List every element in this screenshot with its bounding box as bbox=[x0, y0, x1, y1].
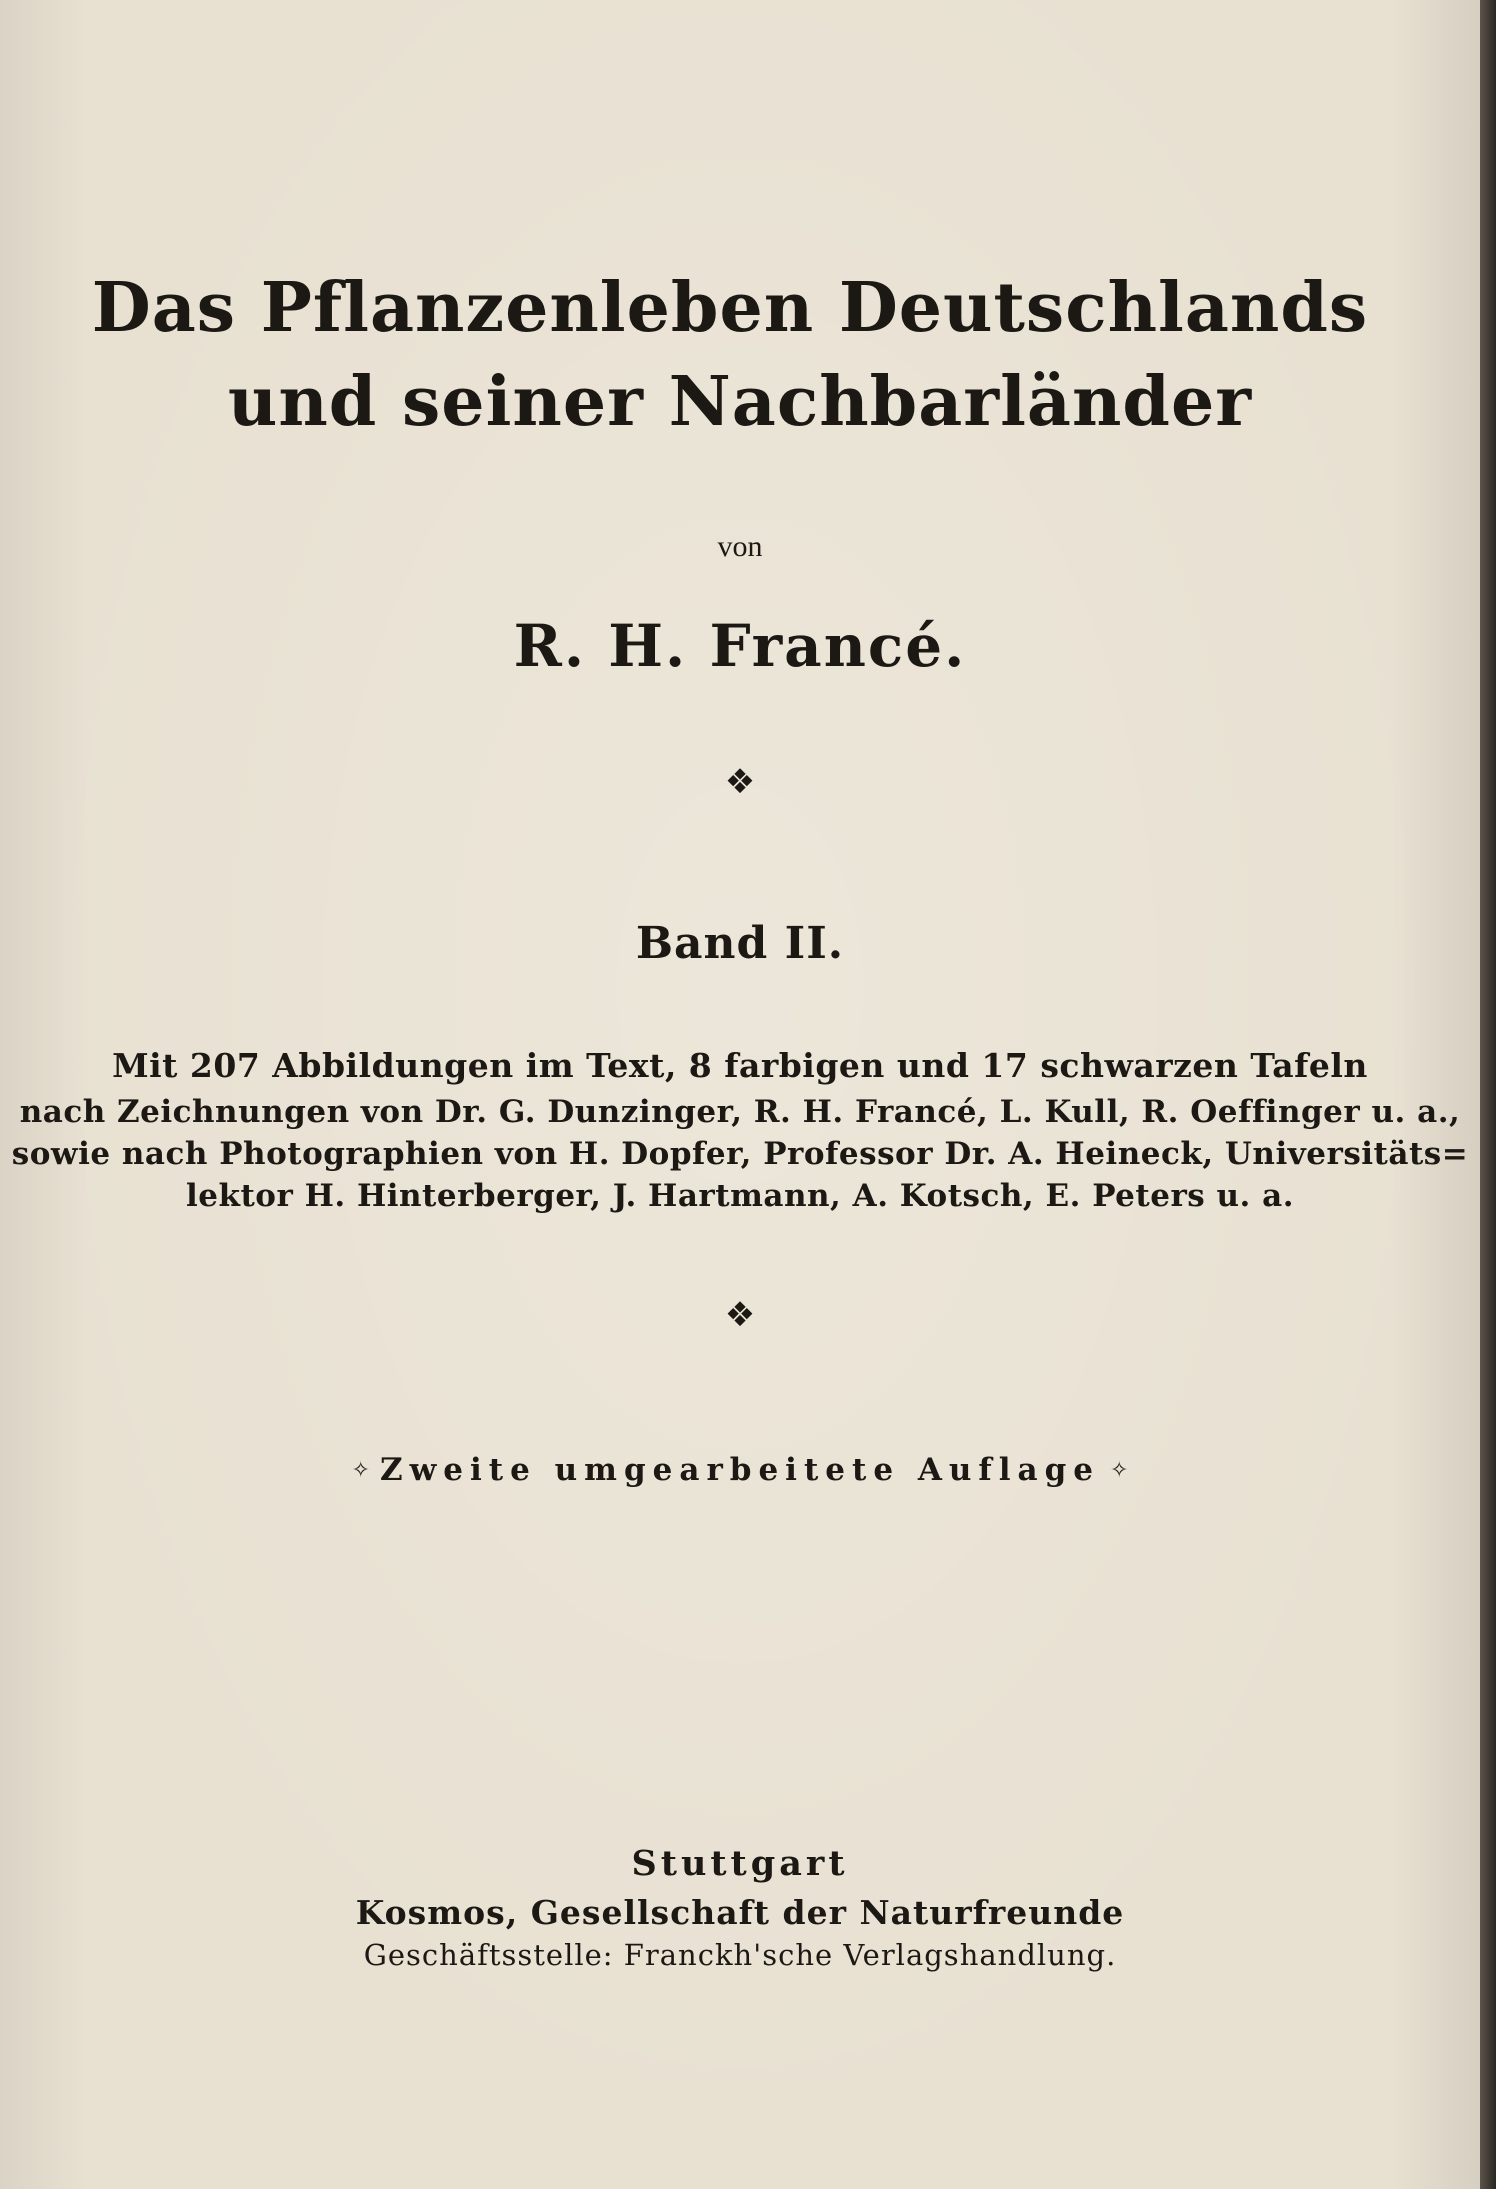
ornament-diamond-icon: ❖ bbox=[724, 1295, 756, 1335]
edition-statement bbox=[0, 1452, 1480, 1488]
volume-label: Band II. bbox=[635, 918, 845, 969]
credits-line-2: nach Zeichnungen von Dr. G. Dunzinger, R. H. Francé, L. Kull, R. Oeffinger u. a., bbox=[19, 1094, 1461, 1130]
book-title-line-1: Das Pflanzenleben Deutschlands bbox=[91, 268, 1369, 348]
imprint-publisher: Kosmos, Gesellschaft der Naturfreunde bbox=[355, 1893, 1125, 1932]
byline: von bbox=[717, 530, 763, 563]
ornament-diamond-icon: ❖ bbox=[724, 762, 756, 802]
page-edge bbox=[1480, 0, 1496, 2189]
star-icon: ✧ bbox=[351, 1458, 370, 1483]
star-icon: ✧ bbox=[1110, 1458, 1129, 1483]
credits-line-1: Mit 207 Abbildungen im Text, 8 farbigen und 17 schwarzen Tafeln bbox=[112, 1046, 1368, 1085]
imprint-office: Geschäftsstelle: Franckh'sche Verlagshandlung. bbox=[363, 1938, 1117, 1972]
credits-line-4: lektor H. Hinterberger, J. Hartmann, A. Kotsch, E. Peters u. a. bbox=[185, 1178, 1295, 1214]
book-title-line-2: und seiner Nachbarländer bbox=[227, 362, 1253, 442]
author-name: R. H. Francé. bbox=[513, 612, 967, 680]
credits-line-3: sowie nach Photographien von H. Dopfer, Professor Dr. A. Heineck, Universitäts= bbox=[11, 1136, 1469, 1172]
imprint-city: Stuttgart bbox=[631, 1843, 849, 1884]
edition-text: Zweite umgearbeitete Auflage bbox=[379, 1452, 1101, 1488]
